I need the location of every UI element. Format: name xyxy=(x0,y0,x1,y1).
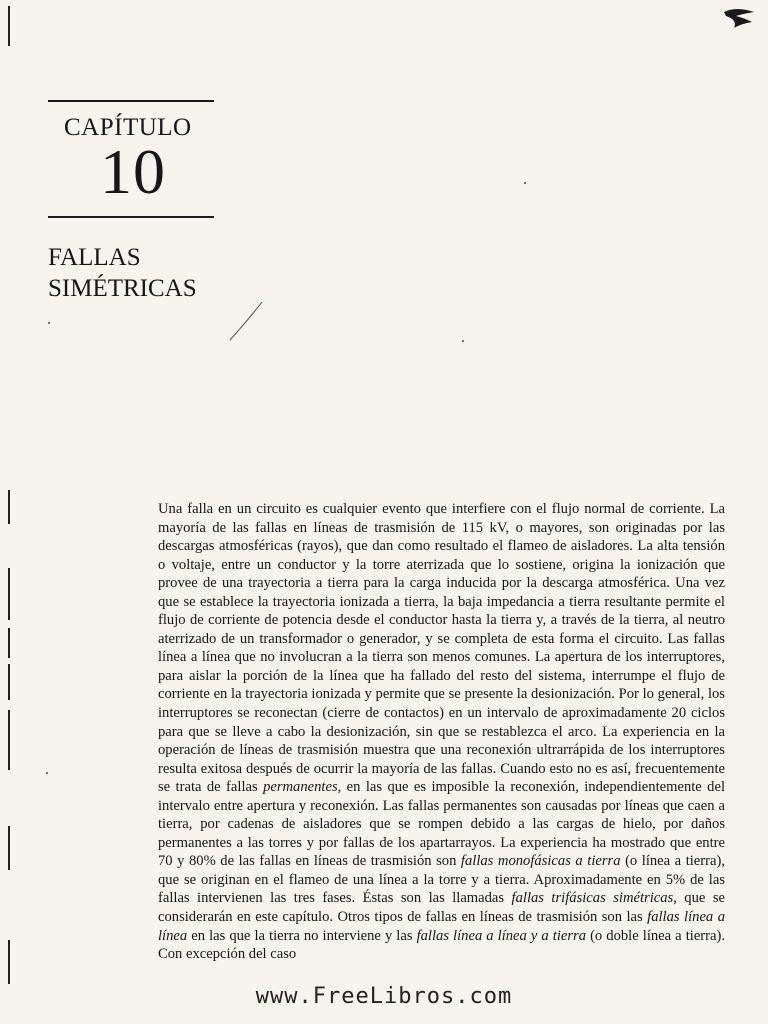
italic-term: permanentes xyxy=(263,779,338,796)
binding-edge-mark xyxy=(8,826,10,870)
binding-edge-mark xyxy=(8,940,10,984)
chapter-title-line-2: SIMÉTRICAS xyxy=(48,275,197,302)
text-run: Una falla en un circuito es cualquier evento que interfiere con el flujo normal de corriente. La mayoría de las fallas en líneas de trasmisión de 115 kV, o mayores, son originadas por las descargas atmosféricas (rayos), que dan como resultado el flameo de aisladores. La alta tensión o voltaje, entre un conductor y la torre aterrizada que lo sostiene, origina la ionización que provee de una trayectoria a tierra para la carga inducida por la descarga atmosférica. Una vez que se establece la trayectoria ionizada a tierra, la baja impedancia a tierra resultante permite el flujo de corriente de potencia desde el conductor hasta la tierra y, a través de la tierra, al neutro aterrizado de un transformador o generador, y se completa de esta forma el circuito. Las fallas línea a línea que no involucran a la tierra son menos comunes. La apertura de los interruptores, para aislar la porción de la línea que ha fallado del resto del sistema, interrumpe el flujo de corriente en la trayectoria ionizada y permite que se presente la desionización. Por lo general, los interruptores se reconectan (cierre de contactos) en un intervalo de aproximadamente 20 ciclos para que se lleve a cabo la desionización, sin que se restablezca el arco. La experiencia en la operación de líneas de trasmisión muestra que una reconexión ultrarrápida de los interruptores resulta exitosa después de ocurrir la mayoría de las fallas. Cuando esto no es así, frecuentemente se trata de fallas xyxy=(158,501,725,796)
chapter-top-rule xyxy=(48,100,214,102)
binding-edge-mark xyxy=(8,568,10,620)
text-run: en las que la tierra no interviene y las xyxy=(187,927,417,944)
chapter-label: CAPÍTULO xyxy=(64,114,192,141)
footer-watermark: www.FreeLibros.com xyxy=(255,984,513,1009)
chapter-title xyxy=(48,242,197,304)
scan-speck xyxy=(46,772,48,774)
scan-speck xyxy=(524,182,526,184)
scan-speck xyxy=(462,340,464,342)
binding-edge-mark xyxy=(8,490,10,524)
pen-stroke-mark xyxy=(226,300,266,344)
scan-speck xyxy=(48,322,50,324)
paragraph-1 xyxy=(158,500,725,964)
chapter-bottom-rule xyxy=(48,216,214,218)
italic-term: fallas trifásicas simétricas xyxy=(511,890,674,907)
binding-edge-mark xyxy=(8,6,10,46)
italic-term: fallas monofásicas a tierra xyxy=(460,853,621,870)
text-run: , que se considerarán en este capítulo. Otros tipos de fallas en líneas de trasmisión son las xyxy=(158,890,725,926)
corner-smudge-icon xyxy=(722,6,756,30)
body-paragraph xyxy=(158,500,725,964)
text-run: (o línea a tierra), que se originan en el flameo de una línea a la torre y a tierra. Aproximadamente en 5% de las fallas intervienen las tres fases. Éstas son las llamadas xyxy=(158,853,725,907)
italic-term: fallas línea a línea xyxy=(158,909,725,944)
text-run: (o doble línea a tierra). Con excepción del caso xyxy=(158,927,725,963)
chapter-title-line-1: FALLAS xyxy=(48,244,141,271)
text-run: , en las que es imposible la reconexión, independientemente del intervalo entre apertura y reconexión. Las fallas permanentes son causadas por líneas que caen a tierra, por cadenas de aisladores que se rompen debido a las cargas de hielo, por daños permanentes a las torres y por fallas de los apartarrayos. La experiencia ha mostrado que entre 70 y 80% de las fallas en líneas de trasmisión son xyxy=(158,779,725,870)
binding-edge-mark xyxy=(8,664,10,700)
italic-term: fallas línea a línea y a tierra xyxy=(416,927,587,944)
binding-edge-mark xyxy=(8,628,10,658)
chapter-number: 10 xyxy=(100,136,166,207)
binding-edge-mark xyxy=(8,710,10,770)
